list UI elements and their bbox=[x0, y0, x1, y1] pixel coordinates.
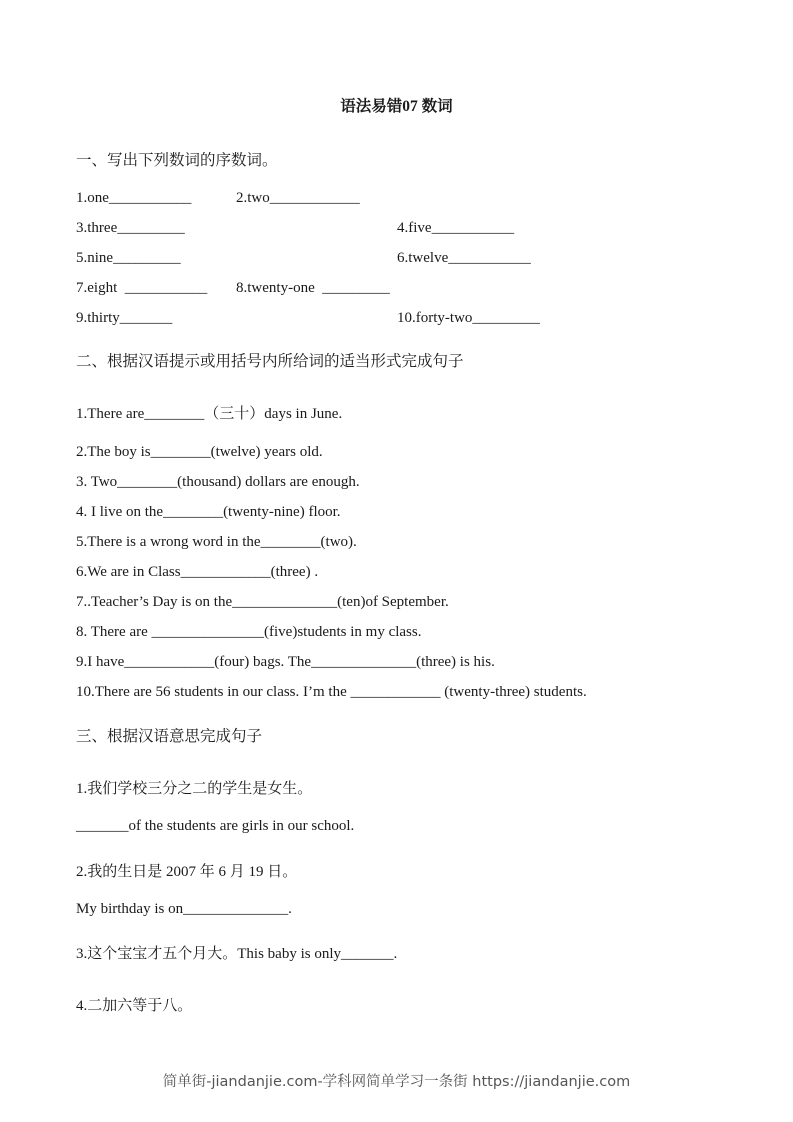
sentence-item-4: 4. I live on the________(twenty-nine) floor. bbox=[76, 504, 341, 520]
translation-item-3: 3.这个宝宝才五个月大。This baby is only_______. bbox=[76, 946, 398, 962]
sentence-item-2: 2.The boy is________(twelve) years old. bbox=[76, 444, 323, 460]
ordinal-item-9: 9.thirty_______ bbox=[76, 310, 173, 326]
section-3-heading: 三、根据汉语意思完成句子 bbox=[76, 728, 263, 745]
page-title: 语法易错07 数词 bbox=[340, 98, 453, 115]
sentence-item-9: 9.I have____________(four) bags. The______________(three) is his. bbox=[76, 654, 495, 670]
footer-watermark: 简单街-jiandanjie.com-学科网简单学习一条街 https://jiandanjie.com bbox=[162, 1074, 631, 1090]
translation-answer-1: _______of the students are girls in our school. bbox=[76, 818, 355, 834]
sentence-item-6: 6.We are in Class____________(three) . bbox=[76, 564, 319, 580]
sentence-item-10: 10.There are 56 students in our class. I’m the ____________ (twenty-three) students. bbox=[76, 684, 587, 700]
ordinal-item-10: 10.forty-two_________ bbox=[397, 310, 540, 326]
section-1-heading: 一、写出下列数词的序数词。 bbox=[76, 152, 278, 169]
translation-prompt-1: 1.我们学校三分之二的学生是女生。 bbox=[76, 781, 313, 797]
ordinal-item-6: 6.twelve___________ bbox=[397, 250, 531, 266]
ordinal-item-8: 8.twenty-one _________ bbox=[236, 280, 390, 296]
ordinal-item-7: 7.eight ___________ bbox=[76, 280, 208, 296]
sentence-item-1: 1.There are________（三十）days in June. bbox=[76, 406, 343, 422]
ordinal-item-3: 3.three_________ bbox=[76, 220, 185, 236]
ordinal-item-4: 4.five___________ bbox=[397, 220, 515, 236]
translation-answer-2: My birthday is on______________. bbox=[76, 901, 292, 917]
translation-prompt-4: 4.二加六等于八。 bbox=[76, 998, 193, 1014]
sentence-item-8: 8. There are _______________(five)students in my class. bbox=[76, 624, 422, 640]
section-2-heading: 二、根据汉语提示或用括号内所给词的适当形式完成句子 bbox=[76, 353, 464, 370]
translation-prompt-2: 2.我的生日是 2007 年 6 月 19 日。 bbox=[76, 864, 298, 880]
ordinal-item-5: 5.nine_________ bbox=[76, 250, 181, 266]
sentence-item-3: 3. Two________(thousand) dollars are enough. bbox=[76, 474, 360, 490]
ordinal-item-2: 2.two____________ bbox=[236, 190, 360, 206]
sentence-item-7: 7..Teacher’s Day is on the______________(ten)of September. bbox=[76, 594, 449, 610]
ordinal-item-1: 1.one___________ bbox=[76, 190, 192, 206]
sentence-item-5: 5.There is a wrong word in the________(two). bbox=[76, 534, 357, 550]
